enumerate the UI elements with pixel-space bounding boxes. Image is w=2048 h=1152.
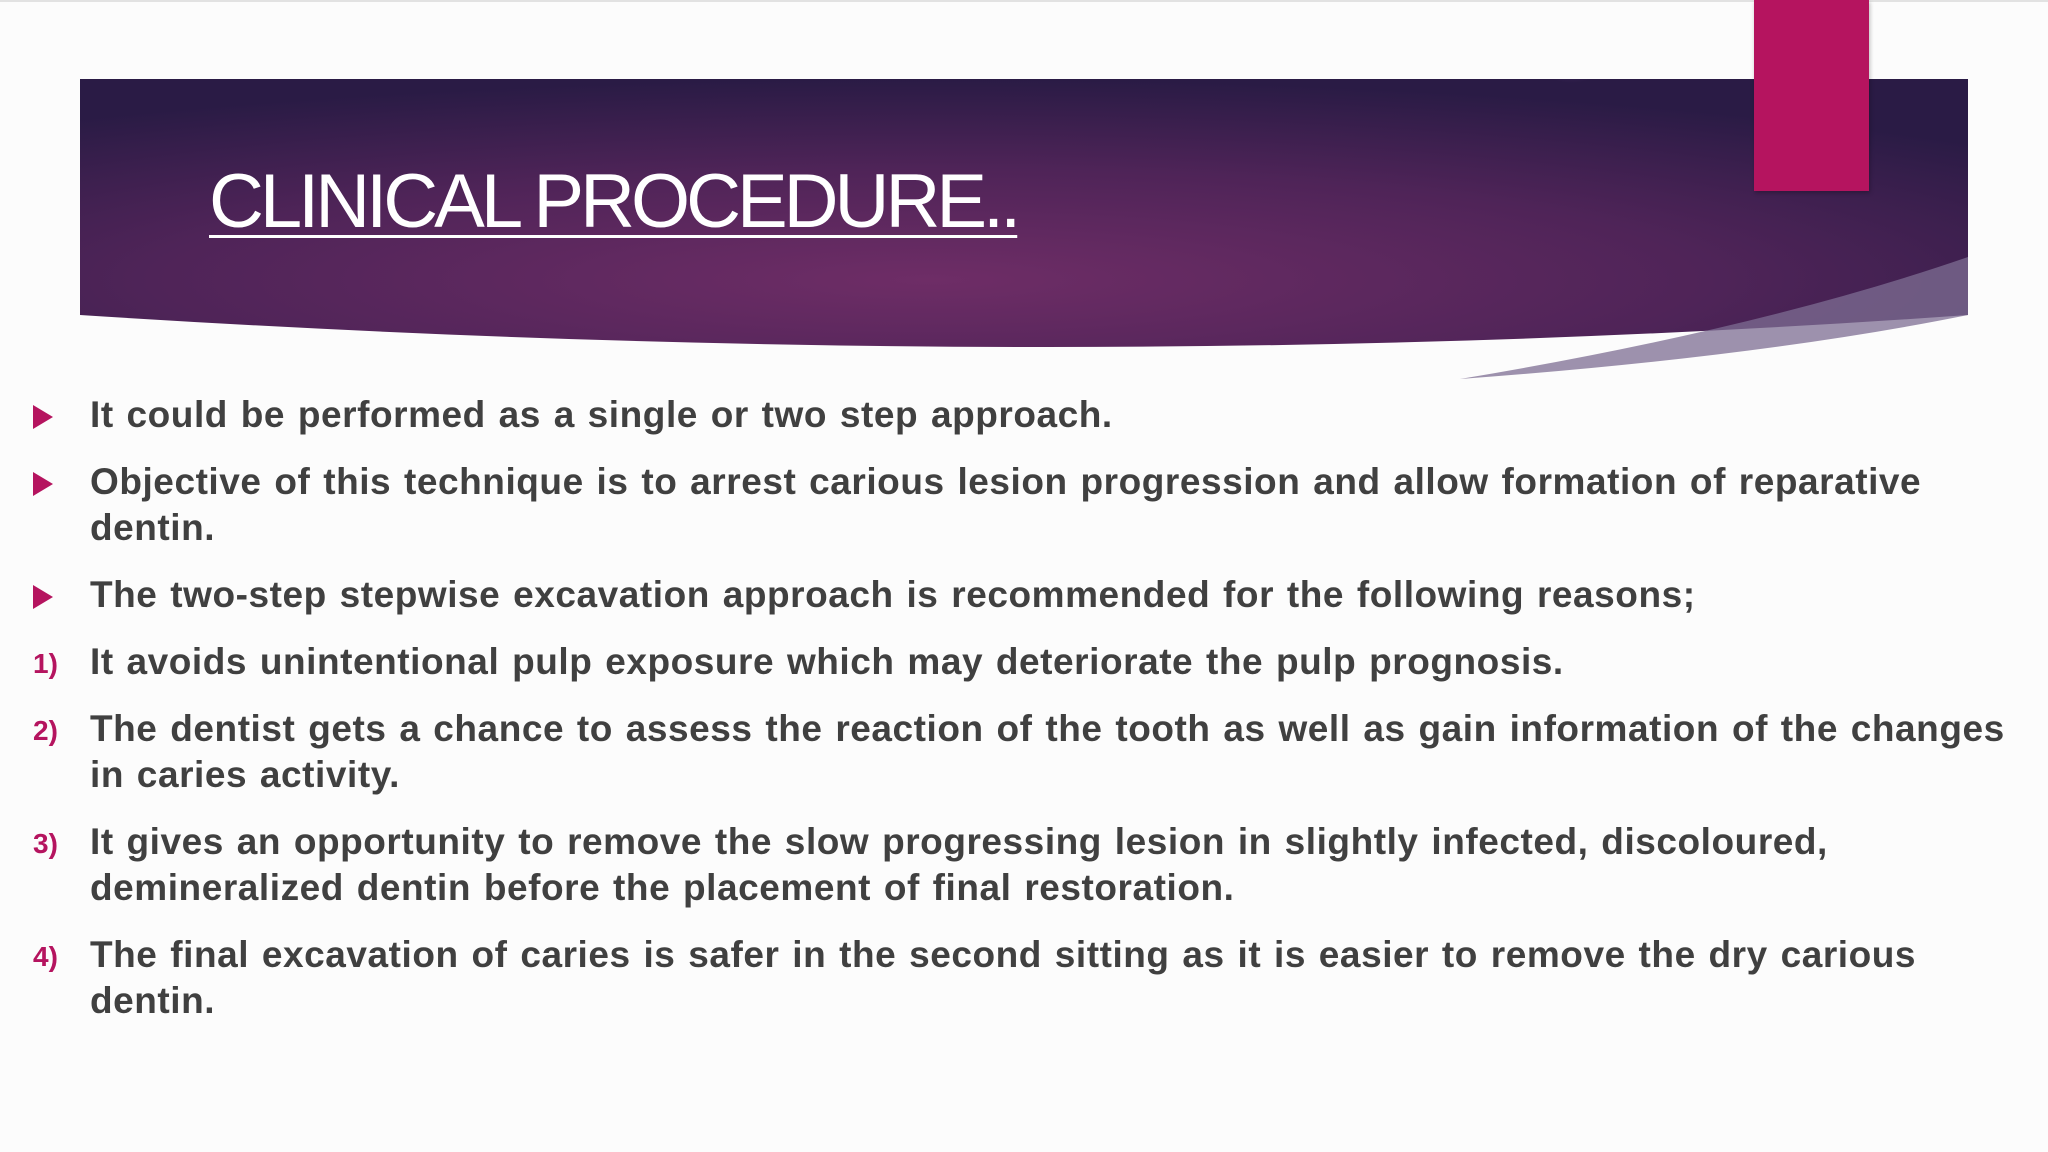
accent-tab xyxy=(1754,0,1869,191)
bullet-text: Objective of this technique is to arrest carious lesion progression and allow formation of reparative dentin. xyxy=(90,461,1922,548)
item-number: 1) xyxy=(33,648,58,679)
triangle-bullet-icon xyxy=(33,572,53,618)
slide-content xyxy=(0,392,2048,1045)
triangle-bullet-icon xyxy=(33,459,53,505)
numbered-text: The final excavation of caries is safer in the second sitting as it is easier to remove the dry carious dentin. xyxy=(90,934,1917,1021)
top-divider xyxy=(0,0,2048,2)
numbered-text: It avoids unintentional pulp exposure which may deteriorate the pulp prognosis. xyxy=(90,641,1564,682)
numbered-item xyxy=(0,706,2048,798)
item-number: 2) xyxy=(33,715,58,746)
numbered-text: It gives an opportunity to remove the slow progressing lesion in slightly infected, discoloured, demineralized dentin before the placement of final restoration. xyxy=(90,821,1828,908)
bullet-item xyxy=(0,392,2048,438)
numbered-item xyxy=(0,639,2048,685)
numbered-text: The dentist gets a chance to assess the reaction of the tooth as well as gain information of the changes in caries activity. xyxy=(90,708,2005,795)
item-number: 3) xyxy=(33,828,58,859)
bullet-text: It could be performed as a single or two step approach. xyxy=(90,394,1113,435)
slide-title: CLINICAL PROCEDURE.. xyxy=(209,159,1018,244)
bullet-text: The two-step stepwise excavation approach is recommended for the following reasons; xyxy=(90,574,1696,615)
item-number: 4) xyxy=(33,941,58,972)
triangle-bullet-icon xyxy=(33,392,53,438)
numbered-item xyxy=(0,819,2048,911)
bullet-item xyxy=(0,572,2048,618)
numbered-item xyxy=(0,932,2048,1024)
bullet-item xyxy=(0,459,2048,551)
